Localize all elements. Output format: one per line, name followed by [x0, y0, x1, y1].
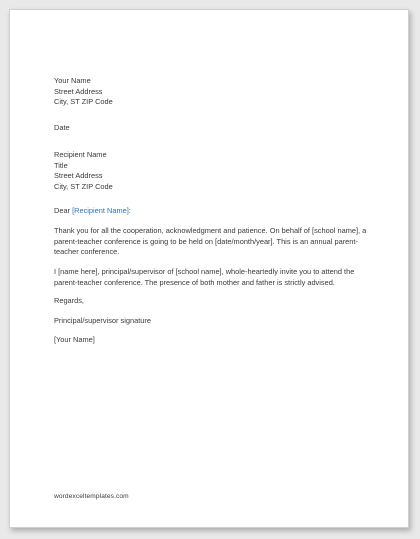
sender-name: Your Name [54, 76, 91, 85]
closing [54, 296, 374, 307]
letter-date: Date [54, 123, 70, 132]
sender-city: City, ST ZIP Code [54, 97, 113, 107]
date-block [54, 123, 374, 134]
body-paragraph-2: I [name here], principal/supervisor of [school name], whole-heartedly invite you to attend the parent-teacher conference. The presence of both mother and father is strictly advised. [54, 267, 355, 287]
letter-page [9, 9, 409, 528]
recipient-title: Title [54, 160, 68, 170]
footer-website: wordexceltemplates.com [54, 493, 129, 500]
salutation [54, 206, 374, 217]
recipient-city: City, ST ZIP Code [54, 181, 113, 191]
signer-name: [Your Name] [54, 335, 95, 344]
salutation-suffix: : [128, 206, 131, 215]
signature-line: Principal/supervisor signature [54, 316, 151, 325]
salutation-recipient-name: [Recipient Name] [72, 206, 129, 215]
recipient-name: Recipient Name [54, 150, 107, 159]
recipient-street: Street Address [54, 171, 103, 181]
signer-block [54, 335, 374, 346]
salutation-prefix: Dear [54, 206, 73, 215]
body-paragraph-1: Thank you for all the cooperation, acknowledgment and patience. On behalf of [school name], a parent-teacher conference is going to be held on [date/month/year]. This is an annual parent-teacher conference. [54, 226, 367, 257]
closing-text: Regards, [54, 296, 84, 305]
signature-block [54, 316, 374, 327]
sender-address-block [54, 76, 374, 108]
recipient-address-block [54, 150, 374, 192]
sender-street: Street Address [54, 86, 103, 96]
